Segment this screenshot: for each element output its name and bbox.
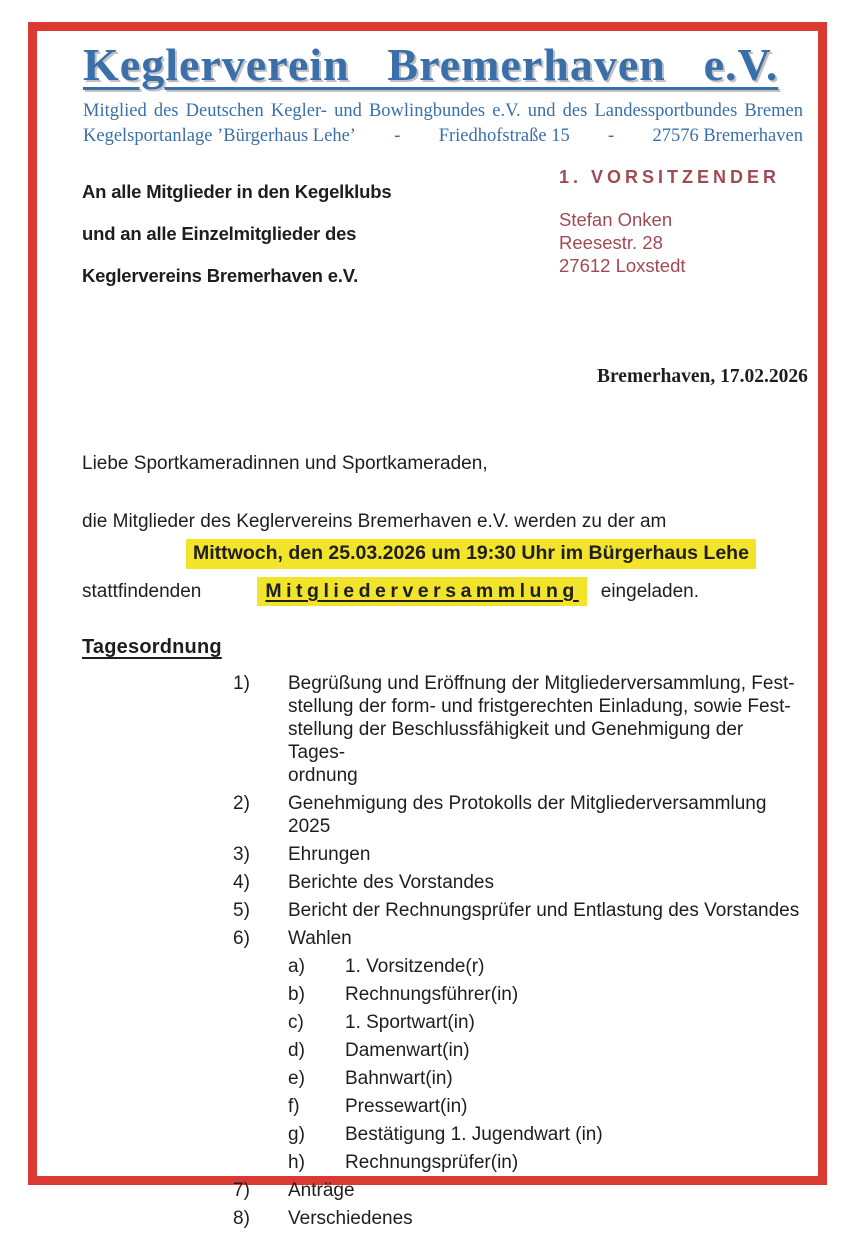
agenda-item-number: 7) [233,1180,250,1201]
agenda-item-text: Bericht der Rechnungsprüfer und Entlastung des Vorstandes [288,900,800,921]
agenda-item-number: 6) [233,928,250,949]
agenda-subitem-letter: g) [288,1124,305,1145]
agenda-subitem-text: 1. Vorsitzende(r) [345,956,485,977]
agenda-subitem-text: 1. Sportwart(in) [345,1012,475,1033]
letterhead-separator: - [607,125,615,146]
agenda-item-1 [233,672,803,787]
letterhead-street: Friedhofstraße 15 [438,125,570,146]
officer-role: 1. VORSITZENDER [559,167,781,187]
officer-block [559,167,809,277]
agenda-item-5 [233,899,803,922]
agenda-item-text: Begrüßung und Eröffnung der Mitgliederversammlung, Fest- stellung der form- und fristgerechten Einladung, sowie Fest- stellung der Beschlussfähigkeit und Genehmigung der Tages- ordnung [288,673,795,786]
agenda-item-text: Genehmigung des Protokolls der Mitgliederversammlung 2025 [288,793,767,837]
recipient-line-3: Keglervereins Bremerhaven e.V. [82,265,359,287]
agenda-subitem-letter: b) [288,984,305,1005]
agenda-subitem-b [288,983,803,1006]
meeting-name-highlight: Mitgliederversammlung [257,577,586,606]
agenda-item-number: 3) [233,844,250,865]
agenda-item-text: Wahlen [288,928,352,949]
letterhead-city: 27576 Bremerhaven [652,125,803,146]
agenda-subitem-text: Bestätigung 1. Jugendwart (in) [345,1124,603,1145]
agenda-subitem-letter: e) [288,1068,305,1089]
recipient-line-1: An alle Mitglieder in den Kegelklubs [82,181,392,202]
invite-line [82,580,699,603]
agenda-item-number: 1) [233,673,250,694]
letterhead-membership-line: Mitglied des Deutschen Kegler- und Bowlingbundes e.V. und des Landessportbundes Bremen [83,100,803,121]
agenda-subitem-text: Bahnwart(in) [345,1068,453,1089]
agenda-item-7 [233,1179,803,1202]
intro-line: die Mitglieder des Keglervereins Bremerhaven e.V. werden zu der am [82,511,667,532]
agenda-item-text: Berichte des Vorstandes [288,872,494,893]
officer-street: Reesestr. 28 [559,232,663,253]
agenda-subitem-f [288,1095,803,1118]
agenda-item-number: 5) [233,900,250,921]
letterhead [83,40,803,147]
dateline: Bremerhaven, 17.02.2026 [597,366,808,387]
letterhead-venue: Kegelsportanlage ’Bürgerhaus Lehe’ [83,125,356,146]
invite-prefix: stattfindenden [82,581,202,602]
club-title: Keglerverein Bremerhaven e.V. [83,39,779,90]
agenda-item-text: Anträge [288,1180,355,1201]
agenda-subitem-c [288,1011,803,1034]
letterhead-address-line [83,125,803,147]
agenda-subitem-g [288,1123,803,1146]
agenda-subitem-text: Rechnungsprüfer(in) [345,1152,519,1173]
agenda-item-text: Verschiedenes [288,1208,413,1229]
agenda-subitem-text: Rechnungsführer(in) [345,984,519,1005]
agenda-subitem-h [288,1151,803,1174]
agenda-subitem-letter: d) [288,1040,305,1061]
agenda-subitem-a [288,955,803,978]
officer-name: Stefan Onken [559,209,673,230]
agenda-list [233,672,803,1235]
agenda-item-6 [233,927,803,950]
meeting-date-highlight: Mittwoch, den 25.03.2026 um 19:30 Uhr im Bürgerhaus Lehe [186,539,756,569]
agenda-subitem-letter: a) [288,956,305,977]
agenda-item-2 [233,792,803,838]
salutation: Liebe Sportkameradinnen und Sportkameraden, [82,453,488,474]
agenda-subitem-letter: h) [288,1152,305,1173]
invite-suffix: eingeladen. [600,581,700,602]
agenda-item-number: 8) [233,1208,250,1229]
agenda-subitem-d [288,1039,803,1062]
agenda-item-8 [233,1207,803,1230]
agenda-heading: Tagesordnung [82,636,222,658]
letterhead-separator: - [394,125,401,146]
recipient-line-2: und an alle Einzelmitglieder des [82,223,357,245]
agenda-item-number: 4) [233,872,250,893]
agenda-item-text: Ehrungen [288,844,371,865]
agenda-item-number: 2) [233,793,250,814]
agenda-subitem-e [288,1067,803,1090]
agenda-item-3 [233,843,803,866]
agenda-item-4 [233,871,803,894]
agenda-subitem-text: Damenwart(in) [345,1040,470,1061]
agenda-subitem-letter: f) [288,1096,300,1117]
recipient-block [82,180,482,306]
agenda-subitem-text: Pressewart(in) [345,1096,468,1117]
officer-city: 27612 Loxstedt [559,255,686,276]
agenda-subitem-letter: c) [288,1012,304,1033]
